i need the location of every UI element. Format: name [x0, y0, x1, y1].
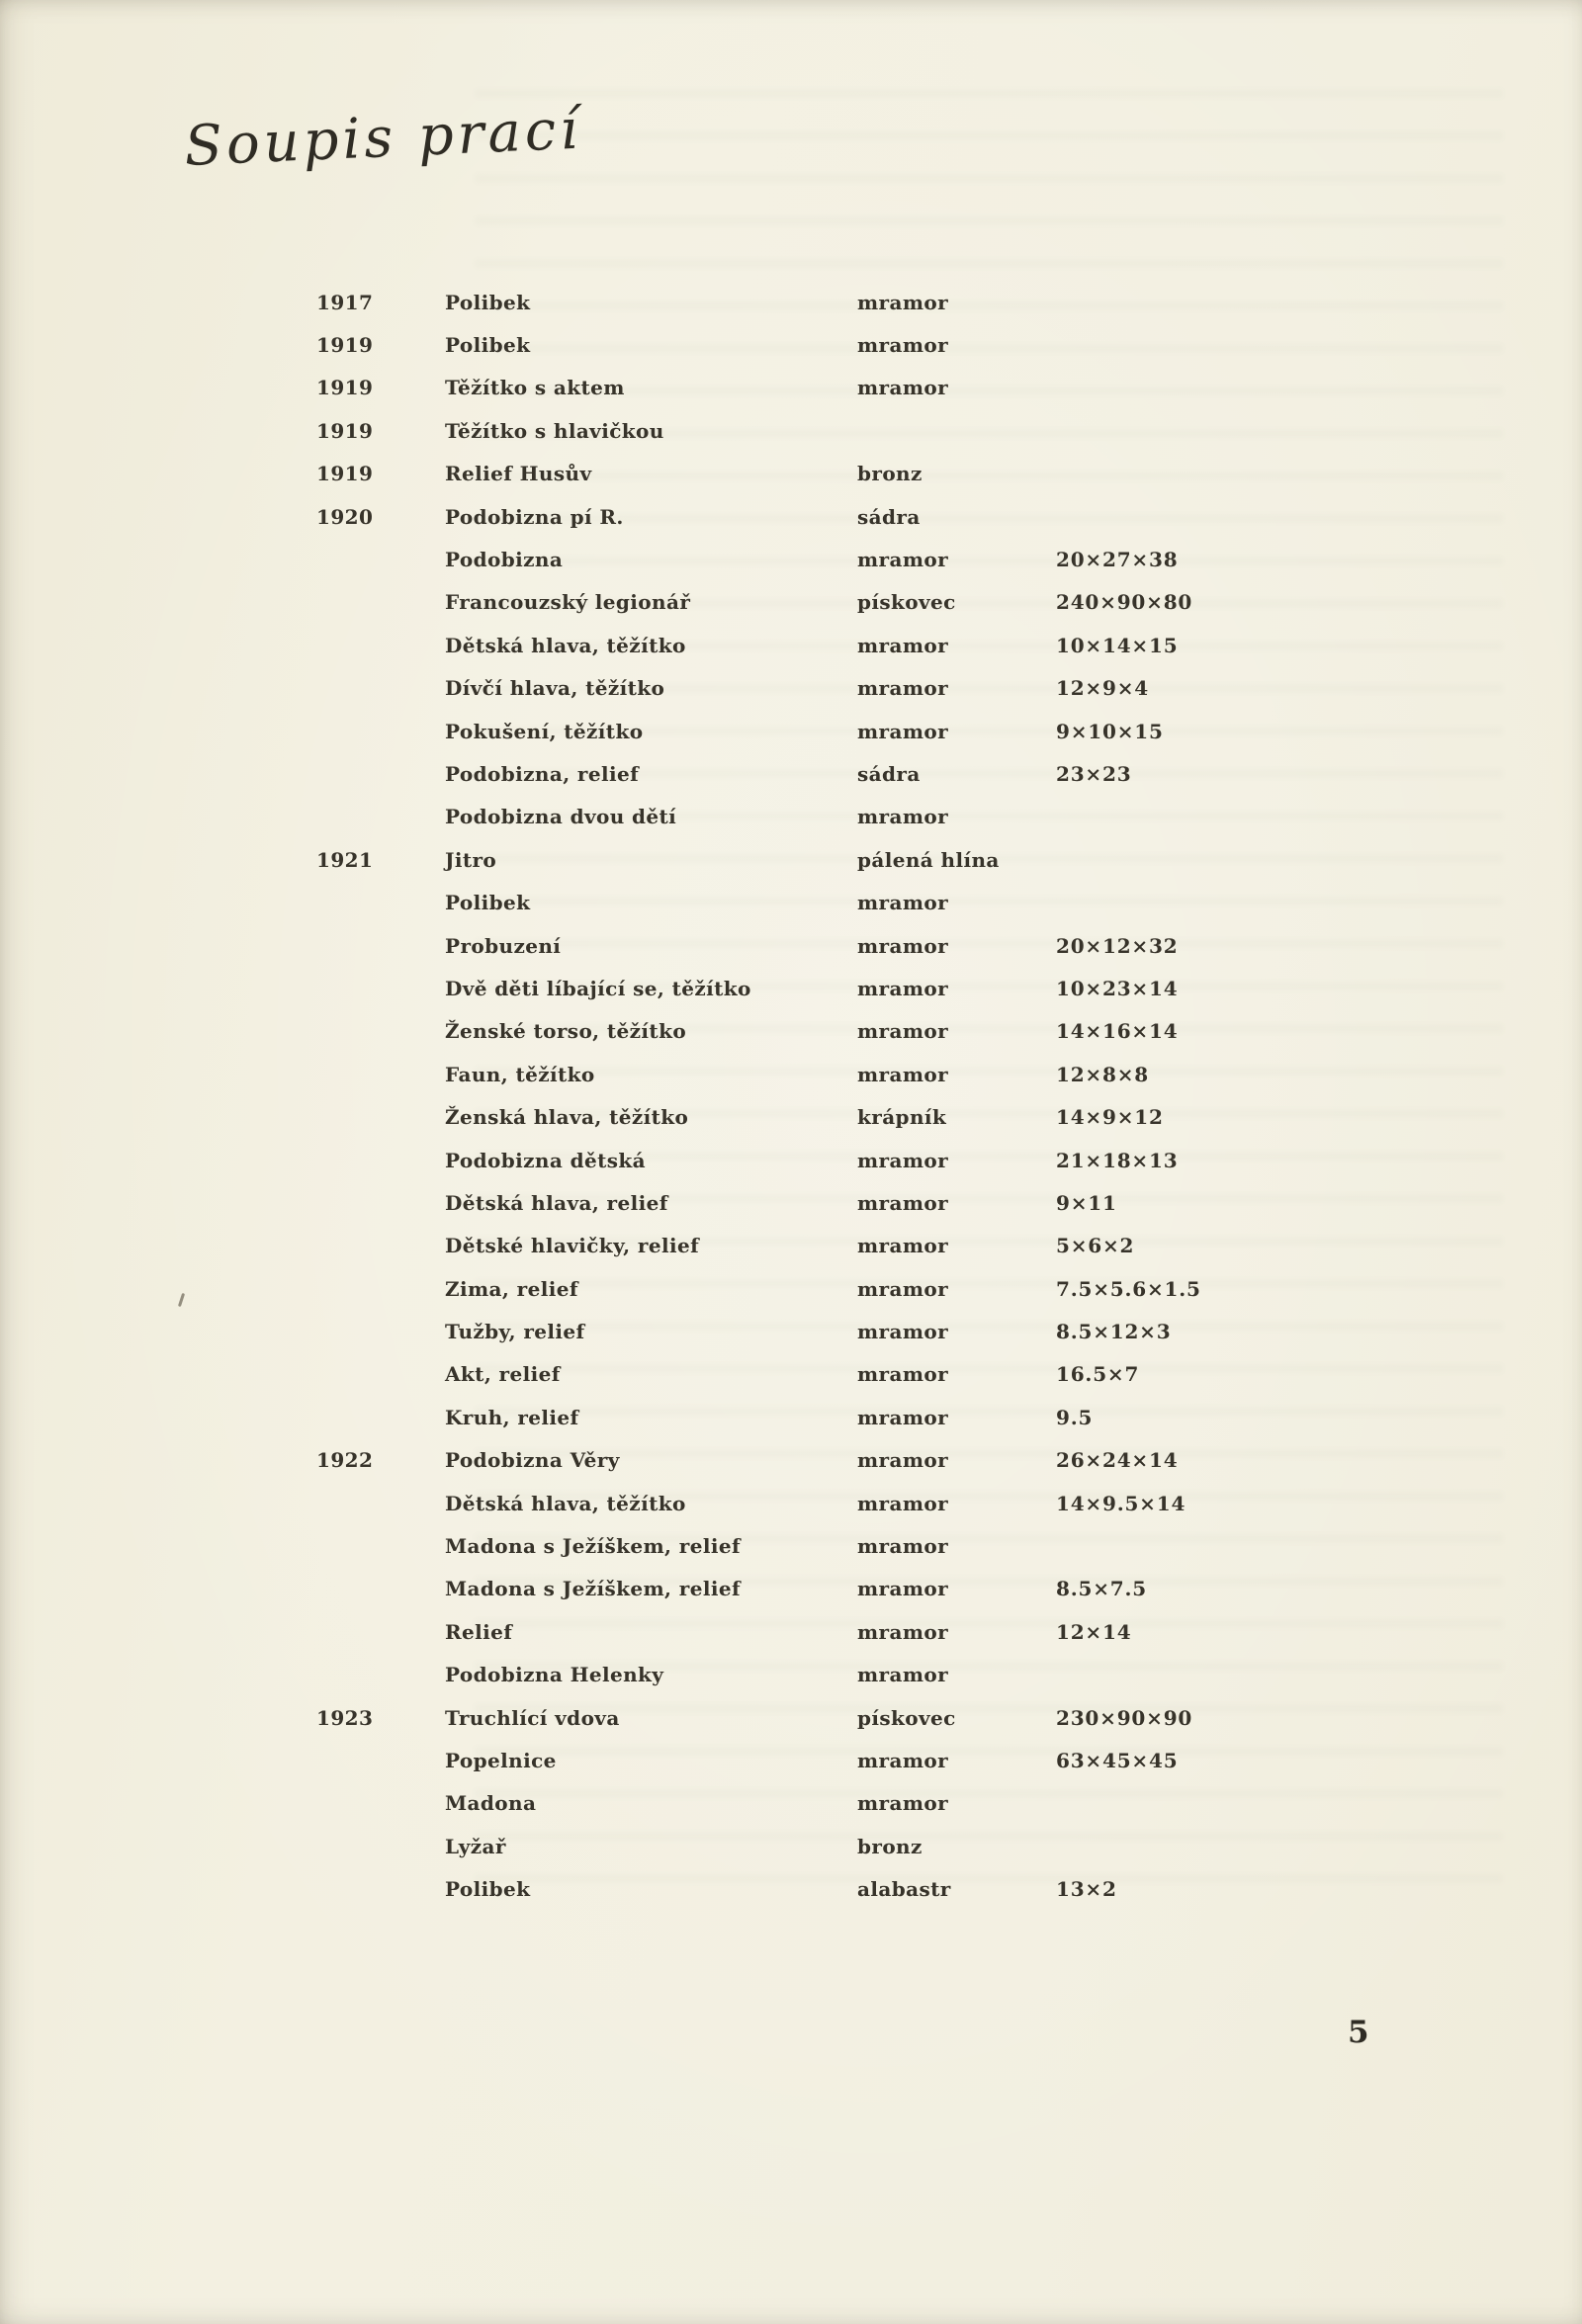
table-row	[316, 1010, 1444, 1053]
dimensions-cell: 21×18×13	[1056, 1148, 1179, 1172]
material-cell: mramor	[857, 1791, 949, 1816]
table-row	[316, 1568, 1444, 1610]
page-number: 5	[1348, 2015, 1369, 2050]
table-row	[316, 1867, 1444, 1910]
work-title-cell: Těžítko s aktem	[445, 376, 625, 400]
work-title-cell: Akt, relief	[445, 1362, 561, 1387]
work-title-cell: Francouzský legionář	[445, 590, 691, 615]
table-row	[316, 1353, 1444, 1396]
table-row	[316, 323, 1444, 366]
dimensions-cell: 10×14×15	[1056, 633, 1179, 657]
year-cell: 1919	[316, 418, 374, 443]
scan-speck-artifact	[178, 1293, 185, 1307]
dimensions-cell: 230×90×90	[1056, 1705, 1193, 1730]
table-row	[316, 924, 1444, 967]
dimensions-cell: 14×9×12	[1056, 1105, 1164, 1130]
work-title-cell: Dvě děti líbající se, těžítko	[445, 976, 751, 1000]
work-title-cell: Dětská hlava, těžítko	[445, 1491, 686, 1515]
table-row	[316, 409, 1444, 452]
material-cell: sádra	[857, 504, 921, 529]
table-row	[316, 1310, 1444, 1352]
material-cell: mramor	[857, 1320, 949, 1344]
material-cell: mramor	[857, 676, 949, 701]
material-cell: mramor	[857, 891, 949, 915]
work-title-cell: Polibek	[445, 333, 531, 358]
dimensions-cell: 7.5×5.6×1.5	[1056, 1276, 1201, 1301]
material-cell: mramor	[857, 290, 949, 314]
material-cell: pískovec	[857, 590, 956, 615]
work-title-cell: Madona	[445, 1791, 537, 1816]
work-title-cell: Podobizna Věry	[445, 1448, 620, 1473]
page-title: Soupis prací	[183, 97, 583, 179]
table-row	[316, 1654, 1444, 1696]
year-cell: 1920	[316, 504, 374, 529]
material-cell: mramor	[857, 805, 949, 829]
material-cell: mramor	[857, 1577, 949, 1601]
material-cell: mramor	[857, 1234, 949, 1258]
material-cell: mramor	[857, 1148, 949, 1172]
dimensions-cell: 63×45×45	[1056, 1748, 1179, 1772]
material-cell: mramor	[857, 1019, 949, 1044]
work-title-cell: Probuzení	[445, 933, 562, 958]
work-title-cell: Relief Husův	[445, 462, 592, 486]
year-cell: 1923	[316, 1705, 374, 1730]
dimensions-cell: 14×9.5×14	[1056, 1491, 1186, 1515]
material-cell: mramor	[857, 1190, 949, 1215]
dimensions-cell: 16.5×7	[1056, 1362, 1140, 1387]
work-title-cell: Dětské hlavičky, relief	[445, 1234, 700, 1258]
work-title-cell: Polibek	[445, 1877, 531, 1902]
dimensions-cell: 12×14	[1056, 1619, 1132, 1644]
dimensions-cell: 9×10×15	[1056, 719, 1164, 743]
table-row	[316, 881, 1444, 923]
table-row	[316, 1053, 1444, 1095]
year-cell: 1919	[316, 333, 374, 358]
material-cell: mramor	[857, 1619, 949, 1644]
dimensions-cell: 10×23×14	[1056, 976, 1179, 1000]
dimensions-cell: 20×12×32	[1056, 933, 1179, 958]
table-row	[316, 538, 1444, 580]
material-cell: mramor	[857, 1448, 949, 1473]
material-cell: bronz	[857, 462, 923, 486]
material-cell: mramor	[857, 333, 949, 358]
table-row	[316, 1095, 1444, 1138]
work-title-cell: Ženská hlava, těžítko	[445, 1105, 689, 1130]
table-row	[316, 838, 1444, 881]
table-row	[316, 1225, 1444, 1267]
work-title-cell: Podobizna pí R.	[445, 504, 624, 529]
material-cell: pískovec	[857, 1705, 956, 1730]
dimensions-cell: 26×24×14	[1056, 1448, 1179, 1473]
work-title-cell: Podobizna dětská	[445, 1148, 646, 1172]
work-title-cell: Dětská hlava, těžítko	[445, 633, 686, 657]
work-title-cell: Polibek	[445, 891, 531, 915]
work-title-cell: Ženské torso, těžítko	[445, 1019, 687, 1044]
material-cell: sádra	[857, 761, 921, 786]
material-cell: pálená hlína	[857, 847, 1000, 872]
table-row	[316, 581, 1444, 624]
material-cell: mramor	[857, 1534, 949, 1559]
dimensions-cell: 8.5×7.5	[1056, 1577, 1147, 1601]
table-row	[316, 710, 1444, 752]
year-cell: 1919	[316, 376, 374, 400]
work-title-cell: Podobizna	[445, 548, 564, 572]
table-row	[316, 1696, 1444, 1739]
table-row	[316, 1482, 1444, 1524]
work-title-cell: Madona s Ježíškem, relief	[445, 1534, 741, 1559]
table-row	[316, 624, 1444, 666]
material-cell: mramor	[857, 548, 949, 572]
dimensions-cell: 13×2	[1056, 1877, 1117, 1902]
work-title-cell: Zima, relief	[445, 1276, 578, 1301]
table-row	[316, 1524, 1444, 1567]
table-row	[316, 1396, 1444, 1438]
work-title-cell: Pokušení, těžítko	[445, 719, 644, 743]
year-cell: 1919	[316, 462, 374, 486]
table-row	[316, 1181, 1444, 1224]
table-row	[316, 1825, 1444, 1867]
material-cell: mramor	[857, 933, 949, 958]
table-row	[316, 1610, 1444, 1653]
work-title-cell: Tužby, relief	[445, 1320, 585, 1344]
year-cell: 1921	[316, 847, 374, 872]
material-cell: mramor	[857, 1276, 949, 1301]
year-cell: 1922	[316, 1448, 374, 1473]
dimensions-cell: 9×11	[1056, 1190, 1117, 1215]
work-title-cell: Truchlící vdova	[445, 1705, 620, 1730]
material-cell: mramor	[857, 719, 949, 743]
table-row	[316, 1739, 1444, 1781]
material-cell: mramor	[857, 1362, 949, 1387]
work-title-cell: Lyžař	[445, 1834, 506, 1858]
material-cell: mramor	[857, 1062, 949, 1086]
table-row	[316, 1139, 1444, 1181]
table-row	[316, 281, 1444, 323]
year-cell: 1917	[316, 290, 374, 314]
dimensions-cell: 12×8×8	[1056, 1062, 1149, 1086]
material-cell: krápník	[857, 1105, 947, 1130]
table-row	[316, 453, 1444, 495]
table-row	[316, 1267, 1444, 1310]
dimensions-cell: 20×27×38	[1056, 548, 1179, 572]
table-row	[316, 1782, 1444, 1825]
material-cell: mramor	[857, 1663, 949, 1687]
work-title-cell: Dívčí hlava, těžítko	[445, 676, 665, 701]
table-row	[316, 495, 1444, 538]
work-title-cell: Relief	[445, 1619, 513, 1644]
work-title-cell: Jitro	[445, 847, 497, 872]
dimensions-cell: 14×16×14	[1056, 1019, 1179, 1044]
work-title-cell: Popelnice	[445, 1748, 557, 1772]
material-cell: mramor	[857, 976, 949, 1000]
table-row	[316, 367, 1444, 409]
work-title-cell: Těžítko s hlavičkou	[445, 418, 664, 443]
table-row	[316, 967, 1444, 1009]
work-title-cell: Faun, těžítko	[445, 1062, 595, 1086]
dimensions-cell: 9.5	[1056, 1405, 1094, 1429]
table-row	[316, 796, 1444, 838]
material-cell: mramor	[857, 376, 949, 400]
dimensions-cell: 5×6×2	[1056, 1234, 1135, 1258]
work-title-cell: Dětská hlava, relief	[445, 1190, 668, 1215]
material-cell: mramor	[857, 633, 949, 657]
material-cell: mramor	[857, 1491, 949, 1515]
material-cell: mramor	[857, 1748, 949, 1772]
work-title-cell: Podobizna Helenky	[445, 1663, 664, 1687]
dimensions-cell: 12×9×4	[1056, 676, 1149, 701]
dimensions-cell: 23×23	[1056, 761, 1132, 786]
dimensions-cell: 8.5×12×3	[1056, 1320, 1172, 1344]
material-cell: alabastr	[857, 1877, 951, 1902]
table-row	[316, 752, 1444, 795]
work-title-cell: Podobizna dvou dětí	[445, 805, 677, 829]
dimensions-cell: 240×90×80	[1056, 590, 1193, 615]
work-title-cell: Madona s Ježíškem, relief	[445, 1577, 741, 1601]
table-row	[316, 1439, 1444, 1482]
material-cell: bronz	[857, 1834, 923, 1858]
work-title-cell: Kruh, relief	[445, 1405, 579, 1429]
material-cell: mramor	[857, 1405, 949, 1429]
works-table	[316, 281, 1444, 1911]
table-row	[316, 667, 1444, 710]
work-title-cell: Polibek	[445, 290, 531, 314]
work-title-cell: Podobizna, relief	[445, 761, 640, 786]
